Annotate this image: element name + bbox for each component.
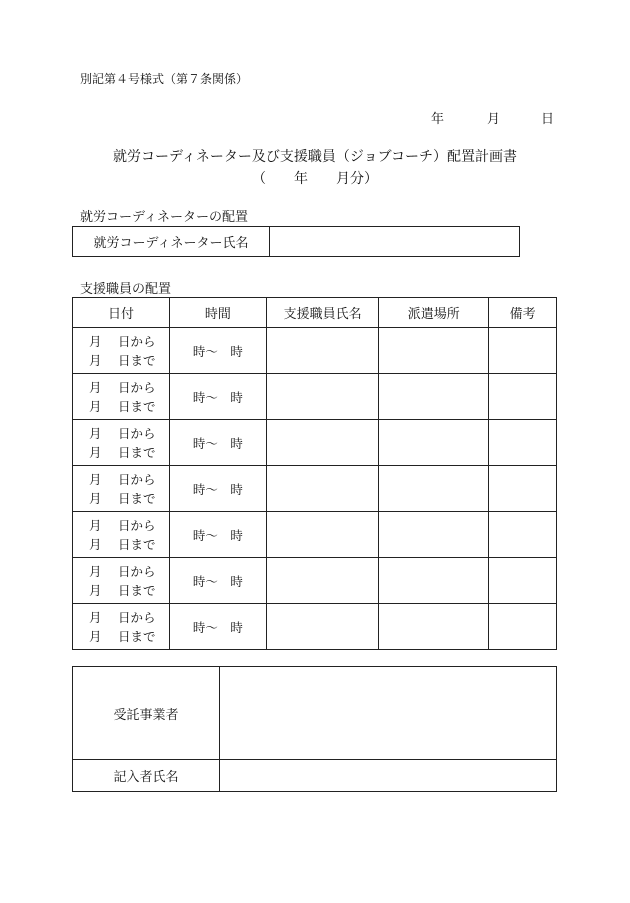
place-cell[interactable] — [379, 328, 489, 374]
date-to: 月 日まで — [89, 398, 156, 414]
table-row — [73, 604, 557, 650]
table-row — [73, 558, 557, 604]
date-cell[interactable] — [73, 420, 170, 466]
table-row — [73, 374, 557, 420]
date-cell[interactable] — [73, 328, 170, 374]
month-label: 月 — [487, 112, 501, 127]
place-cell[interactable] — [379, 420, 489, 466]
staff-name-cell[interactable] — [266, 374, 379, 420]
date-cell[interactable] — [73, 558, 170, 604]
staff-name-cell[interactable] — [266, 466, 379, 512]
notes-cell[interactable] — [489, 466, 557, 512]
time-cell[interactable]: 時～ 時 — [169, 558, 266, 604]
notes-cell[interactable] — [489, 420, 557, 466]
date-from: 月 日から — [89, 379, 156, 395]
date-from: 月 日から — [89, 609, 156, 625]
day-label: 日 — [541, 112, 555, 127]
place-cell[interactable] — [379, 374, 489, 420]
notes-cell[interactable] — [489, 604, 557, 650]
staff-section-heading: 支援職員の配置 — [80, 282, 172, 297]
staff-name-cell[interactable] — [266, 558, 379, 604]
writer-name-label: 記入者氏名 — [73, 760, 220, 792]
staff-name-cell[interactable] — [266, 420, 379, 466]
time-cell[interactable]: 時～ 時 — [169, 374, 266, 420]
staff-table — [72, 297, 557, 650]
time-cell[interactable]: 時～ 時 — [169, 512, 266, 558]
document-subtitle: （ 年 月分） — [252, 171, 378, 187]
year-label: 年 — [431, 112, 445, 127]
staff-name-cell[interactable] — [266, 328, 379, 374]
contractor-label: 受託事業者 — [73, 667, 220, 760]
table-row — [73, 466, 557, 512]
staff-table-header — [73, 298, 557, 328]
place-cell[interactable] — [379, 558, 489, 604]
date-to: 月 日まで — [89, 352, 156, 368]
column-header-date: 日付 — [73, 298, 170, 328]
date-from: 月 日から — [89, 333, 156, 349]
date-from: 月 日から — [89, 471, 156, 487]
date-from: 月 日から — [89, 517, 156, 533]
date-cell[interactable] — [73, 466, 170, 512]
date-cell[interactable] — [73, 604, 170, 650]
date-to: 月 日まで — [89, 490, 156, 506]
place-cell[interactable] — [379, 512, 489, 558]
notes-cell[interactable] — [489, 512, 557, 558]
notes-cell[interactable] — [489, 374, 557, 420]
date-from: 月 日から — [89, 563, 156, 579]
date-to: 月 日まで — [89, 536, 156, 552]
table-row — [73, 420, 557, 466]
coordinator-table — [72, 226, 520, 257]
column-header-staff-name: 支援職員氏名 — [266, 298, 379, 328]
column-header-place: 派遣場所 — [379, 298, 489, 328]
column-header-time: 時間 — [169, 298, 266, 328]
staff-name-cell[interactable] — [266, 512, 379, 558]
time-cell[interactable]: 時～ 時 — [169, 420, 266, 466]
coordinator-name-field[interactable] — [270, 227, 520, 257]
coordinator-name-label: 就労コーディネーター氏名 — [73, 227, 270, 257]
form-number: 別記第４号様式（第７条関係） — [80, 72, 249, 86]
date-to: 月 日まで — [89, 628, 156, 644]
notes-cell[interactable] — [489, 328, 557, 374]
time-cell[interactable]: 時～ 時 — [169, 328, 266, 374]
date-from: 月 日から — [89, 425, 156, 441]
date-cell[interactable] — [73, 374, 170, 420]
table-row — [73, 512, 557, 558]
contractor-field[interactable] — [220, 667, 557, 760]
date-to: 月 日まで — [89, 582, 156, 598]
date-cell[interactable] — [73, 512, 170, 558]
coordinator-section-heading: 就労コーディネーターの配置 — [80, 210, 248, 225]
document-title: 就労コーディネーター及び支援職員（ジョブコーチ）配置計画書 — [113, 149, 517, 165]
table-row — [73, 328, 557, 374]
time-cell[interactable]: 時～ 時 — [169, 466, 266, 512]
business-table — [72, 666, 557, 792]
notes-cell[interactable] — [489, 558, 557, 604]
time-cell[interactable]: 時～ 時 — [169, 604, 266, 650]
date-to: 月 日まで — [89, 444, 156, 460]
column-header-notes: 備考 — [489, 298, 557, 328]
staff-name-cell[interactable] — [266, 604, 379, 650]
writer-name-field[interactable] — [220, 760, 557, 792]
place-cell[interactable] — [379, 604, 489, 650]
place-cell[interactable] — [379, 466, 489, 512]
